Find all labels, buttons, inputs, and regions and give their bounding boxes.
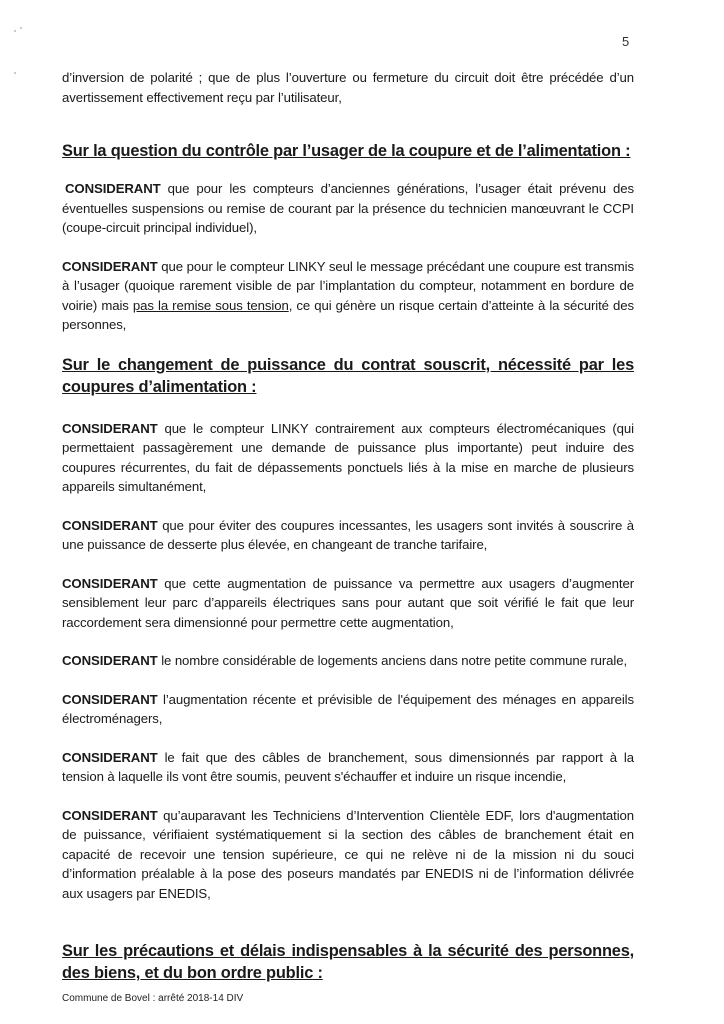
scan-speck (14, 72, 16, 74)
paragraph-text: , ce qui génère un risque certain d’atteinte à la sécurité des personnes, (62, 297, 634, 332)
intro-paragraph: d’inversion de polarité ; que de plus l’ouverture ou fermeture du circuit doit être précédée d’un avertissement effectivement reçu par l’utilisateur, (62, 70, 634, 105)
paragraph-text: qu’auparavant les Techniciens d’Intervention Clientèle EDF, lors d'augmentation de puissance, vérifiaient systématiquement si la section des câbles de branchement était en capacité de recevoir une tension supérieure, ce qui ne relève ni de la mission ni du souci d’information préalable à la pose des poseurs mandatés par ENEDIS ni de l’information délivrée aux usagers par ENEDIS, (62, 807, 634, 901)
considerant-paragraph (62, 516, 634, 555)
page-number: 5 (622, 34, 630, 49)
paragraph-text: que pour les compteurs d’anciennes générations, l’usager était prévenu des éventuelles suspensions ou remise de courant par la présence du technicien manœuvrant le CCPI (coupe-circuit principal individuel), (62, 181, 634, 235)
paragraph-text: le fait que des câbles de branchement, sous dimensionnés par rapport à la tension à laquelle ils vont être soumis, peuvent s'échauffer et induire un risque incendie, (62, 749, 634, 784)
document-body (62, 68, 634, 984)
considerant-keyword: CONSIDERANT (62, 749, 158, 765)
considerant-paragraph (62, 419, 634, 497)
paragraph-text: le nombre considérable de logements anciens dans notre petite commune rurale, (157, 653, 628, 668)
scan-speck (14, 30, 16, 32)
section-heading-precautions: Sur les précautions et délais indispensables à la sécurité des personnes, des biens, et du bon ordre public : (62, 942, 634, 982)
section-heading-control: Sur la question du contrôle par l’usager de la coupure et de l’alimentation : (62, 142, 631, 160)
paragraph-text: l’augmentation récente et prévisible de l'équipement des ménages en appareils électroménagers, (62, 691, 634, 726)
section-heading-power-change: Sur le changement de puissance du contrat souscrit, nécessité par les coupures d’alimentation : (62, 355, 634, 396)
considerant-paragraph (62, 748, 634, 787)
considerant-keyword: CONSIDERANT (62, 517, 158, 533)
paragraph-text: que le compteur LINKY contrairement aux compteurs électromécaniques (qui permettaient passagèrement une demande de puissance plus importante) peut induire des coupures récurrentes, du fait de dépassements ponctuels liés à la mise en marche de plusieurs appareils simultanément, (62, 420, 634, 494)
considerant-paragraph (62, 651, 634, 671)
considerant-keyword: CONSIDERANT (62, 807, 158, 823)
considerant-keyword: CONSIDERANT (62, 575, 158, 591)
page-footer: Commune de Bovel : arrêté 2018-14 DIV (62, 993, 244, 1004)
underlined-phrase: pas la remise sous tension (132, 297, 289, 313)
considerant-keyword: CONSIDERANT (62, 420, 158, 436)
considerant-keyword: CONSIDERANT (62, 653, 158, 668)
considerant-keyword: CONSIDERANT (65, 181, 161, 196)
considerant-paragraph (62, 574, 634, 633)
paragraph-text: que pour éviter des coupures incessantes, les usagers sont invités à souscrire à une puissance de desserte plus élevée, en changeant de tranche tarifaire, (62, 517, 634, 552)
scan-speck (20, 27, 22, 29)
paragraph-text: que cette augmentation de puissance va permettre aux usagers d’augmenter sensiblement leur parc d’appareils électriques sans pour autant que soit vérifié le fait que leur raccordement sera dimensionné pour permettre cette augmentation, (62, 575, 634, 630)
considerant-keyword: CONSIDERANT (62, 258, 158, 274)
paragraph-text: que pour le compteur LINKY seul le message précédant une coupure est transmis à l’usager (quoique rarement visible de par l’implantation du compteur, notamment en bordure de voirie) mais (62, 258, 634, 313)
considerant-paragraph (62, 257, 634, 335)
considerant-paragraph (62, 806, 634, 904)
considerant-paragraph (62, 690, 634, 729)
considerant-keyword: CONSIDERANT (62, 691, 158, 707)
considerant-paragraph (62, 179, 634, 238)
